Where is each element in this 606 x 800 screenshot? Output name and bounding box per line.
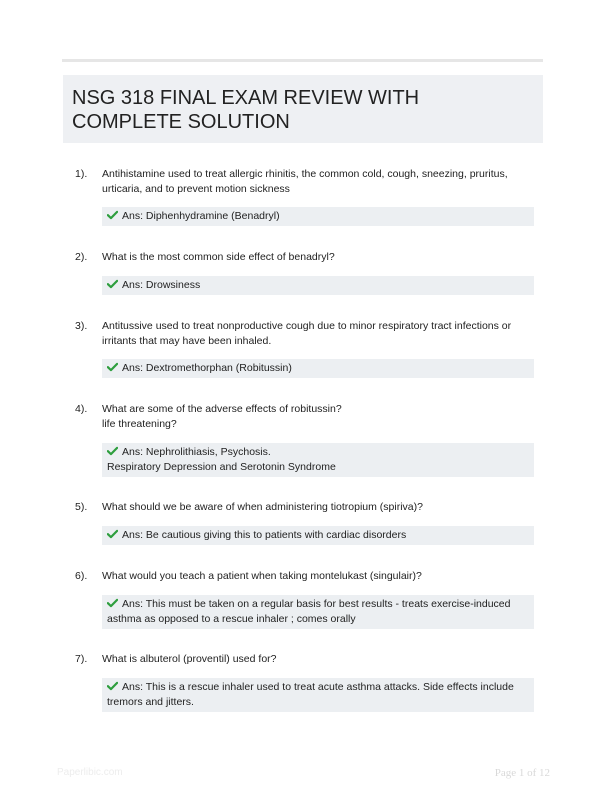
question-line: irritants that may have been inhaled. bbox=[102, 335, 272, 347]
question-text bbox=[102, 250, 532, 265]
question-text bbox=[102, 569, 532, 584]
answer-box bbox=[102, 526, 534, 545]
answer-text: tremors and jitters. bbox=[107, 696, 194, 708]
check-icon bbox=[107, 210, 118, 220]
question-number: 2). bbox=[75, 251, 88, 263]
question-number: 5). bbox=[75, 501, 88, 513]
check-icon bbox=[107, 362, 118, 372]
page-title-line-1: NSG 318 FINAL EXAM REVIEW WITH bbox=[72, 87, 420, 109]
check-icon bbox=[107, 279, 118, 289]
question-line: What are some of the adverse effects of robitussin? bbox=[102, 403, 342, 415]
answer-box bbox=[102, 678, 534, 712]
answer-text: Ans: Drowsiness bbox=[122, 279, 201, 291]
question-text bbox=[102, 167, 532, 197]
answer-text: Ans: This must be taken on a regular basis for best results - treats exercise-induced bbox=[122, 598, 511, 610]
answer-line bbox=[107, 445, 529, 460]
answer-box bbox=[102, 359, 534, 378]
question-line: What should we be aware of when administering tiotropium (spiriva)? bbox=[102, 501, 423, 513]
answer-line bbox=[107, 361, 529, 376]
check-icon bbox=[107, 529, 118, 539]
answer-text: asthma as opposed to a rescue inhaler ; comes orally bbox=[107, 613, 356, 625]
answer-text: Ans: This is a rescue inhaler used to treat acute asthma attacks. Side effects include bbox=[122, 681, 514, 693]
question-text bbox=[102, 652, 532, 667]
question-line: Antihistamine used to treat allergic rhinitis, the common cold, cough, sneezing, pruritus, bbox=[102, 168, 508, 180]
answer-line bbox=[107, 209, 529, 224]
page-title bbox=[63, 75, 543, 143]
answer-line bbox=[107, 460, 529, 475]
answer-line bbox=[107, 528, 529, 543]
answer-line bbox=[107, 680, 529, 695]
question-line: Antitussive used to treat nonproductive cough due to minor respiratory tract infections or bbox=[102, 320, 512, 332]
question-line: What would you teach a patient when taking montelukast (singulair)? bbox=[102, 570, 422, 582]
answer-box bbox=[102, 276, 534, 295]
answer-text: Ans: Diphenhydramine (Benadryl) bbox=[122, 210, 280, 222]
check-icon bbox=[107, 598, 118, 608]
question-line: urticaria, and to prevent motion sickness bbox=[102, 183, 290, 195]
footer-watermark: Paperlibic.com bbox=[57, 767, 123, 778]
check-icon bbox=[107, 681, 118, 691]
answer-box bbox=[102, 443, 534, 477]
page-indicator: Page 1 of 12 bbox=[494, 767, 550, 779]
answer-text: Ans: Dextromethorphan (Robitussin) bbox=[122, 362, 292, 374]
answer-line bbox=[107, 612, 529, 627]
question-number: 1). bbox=[75, 168, 88, 180]
question-line: What is the most common side effect of benadryl? bbox=[102, 251, 335, 263]
question-number: 7). bbox=[75, 653, 88, 665]
question-text bbox=[102, 500, 532, 515]
answer-text: Ans: Be cautious giving this to patients with cardiac disorders bbox=[122, 529, 407, 541]
question-text bbox=[102, 319, 532, 349]
question-number: 3). bbox=[75, 320, 88, 332]
answer-text: Ans: Nephrolithiasis, Psychosis. bbox=[122, 446, 271, 458]
question-text bbox=[102, 402, 532, 432]
check-icon bbox=[107, 446, 118, 456]
question-number: 4). bbox=[75, 403, 88, 415]
question-line: life threatening? bbox=[102, 418, 177, 430]
question-line: What is albuterol (proventil) used for? bbox=[102, 653, 277, 665]
top-divider bbox=[62, 59, 543, 62]
answer-line bbox=[107, 278, 529, 293]
answer-box bbox=[102, 595, 534, 629]
question-number: 6). bbox=[75, 570, 88, 582]
answer-line bbox=[107, 597, 529, 612]
answer-text: Respiratory Depression and Serotonin Syndrome bbox=[107, 461, 336, 473]
answer-box bbox=[102, 207, 534, 226]
answer-line bbox=[107, 695, 529, 710]
page-title-line-2: COMPLETE SOLUTION bbox=[72, 111, 290, 133]
